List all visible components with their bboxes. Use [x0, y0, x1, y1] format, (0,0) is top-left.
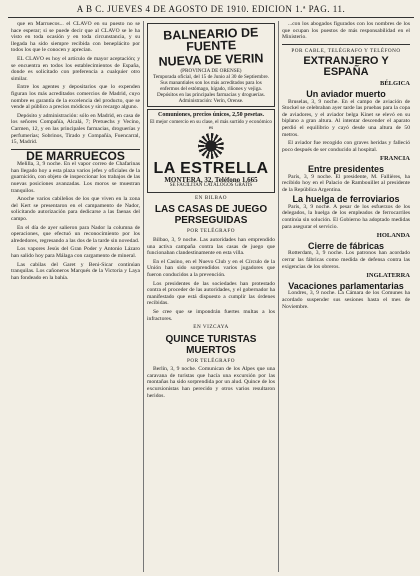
section-title-extranjero: EXTRANJERO Y ESPAÑA: [303, 55, 389, 79]
ad2-name: LA ESTRELLA: [153, 159, 269, 177]
article-headline: Un aviador muerto: [306, 88, 386, 99]
col3-paragraph: Bruselas, 3, 9 noche. En el campo de aviación de Stockel se celebraban ayer tarde las pruebas para la copa de aviadores, y el aviador belga Kinet se elevó en su biplano a gran altura. Al intentar descender el aparato perdió el equilibrio y cayó desde una altura de 50 metros.: [282, 98, 410, 138]
ad2-address: MONTERA, 32. Teléfono 1.665: [164, 175, 258, 184]
col1-paragraph: Entre los agentes y depositarios que lo expenden figuran los más acreditados comercios de Madrid, cuyo nombre es garantía de la excelencia del producto, que se vende al público a precios módicos y sin recargo alguno.: [11, 84, 140, 111]
col3-paragraph: ...con los abogados figurados con los nombres de los que ocupan los puestos de más responsabilidad en el Ministerio.: [282, 21, 410, 41]
byline: POR TELÉGRAFO: [186, 357, 236, 364]
col3-paragraph: Rotterdam, 3, 9 noche. Los patronos han acordado cerrar las fábricas como medida de defensa contra las exigencias de los obreros.: [282, 250, 410, 270]
article-headline: Cierre de fábricas: [307, 240, 385, 251]
col1-paragraph: Las cabilas del Garet y Beni-Sicar continúan tranquilas. Los cañoneros Marqués de la Victoria y Laya han fondeado en la bahía.: [11, 261, 140, 281]
article-headline: La huelga de ferroviarios: [292, 194, 400, 205]
col1-paragraph: Anoche varios cabileños de los que viven en la zona del Kert se presentaron en el campamento de Nador, solicitando autorización para dedicarse a las faenas del campo.: [11, 196, 140, 223]
la-estrella-ad: [147, 109, 275, 193]
ad2-footer: SE FACILITAN CATÁLOGOS GRATIS: [169, 183, 253, 189]
page-header: A B C. JUEVES 4 DE AGOSTO DE 1910. EDICION 1.ª PAG. 11.: [8, 4, 414, 18]
col1-paragraph: En el día de ayer salieron para Nador la columna de operaciones, que efectuó un reconocimiento por los alrededores, regresando a las dos de la tarde sin novedad.: [11, 224, 140, 244]
section-title-marruecos: DE MARRUECOS: [26, 148, 125, 163]
column-2: [143, 21, 278, 572]
byline: POR CABLE, TELÉGRAFO Y TELÉFONO: [291, 47, 401, 54]
col1-paragraph: que en Marruecos... el CLAVO en su puesto no se hace esperar; si se puede decir que al CLAVO se le ha visto en toda ocasión y en toda circunstancia, y su llegada ha sido siempre recibida con beneplácito por todos los que le conocen y aprecian.: [11, 21, 140, 54]
ad-line: Temporada oficial, del 15 de Junio al 30 de Septiembre.: [153, 74, 269, 80]
article-headline: Entre presidentes: [307, 163, 385, 174]
country-label: HOLANDA: [376, 232, 410, 240]
col1-paragraph: Melilla, 3, 9 noche. En el vapor correo de Chafarinas han llegado hoy a esta plaza varios jefes y oficiales de la guarnición, con objeto de inspeccionar los trabajos de las nuevas posiciones avanzadas. Los moros se muestran tranquilos.: [11, 161, 140, 194]
col1-paragraph: Los vapores Jesús del Gran Poder y Antonio Lázaro han salido hoy para Málaga con cargamento de mineral.: [11, 246, 140, 259]
col2-paragraph: Bilbao, 3, 9 noche. Las autoridades han emprendido una activa campaña contra las casas de juego que funcionaban clandestinamente en esta villa.: [147, 236, 275, 257]
star-emblem-icon: [198, 133, 224, 159]
col3-paragraph: Londres, 3, 9 noche. La Cámara de los Comunes ha acordado suspender sus sesiones hasta el mes de Noviembre.: [282, 290, 410, 310]
columns: [8, 21, 414, 572]
article-headline: Vacaciones parlamentarias: [288, 280, 404, 291]
headline-quince-turistas: QUINCE TURISTAS MUERTOS: [165, 333, 257, 356]
col1-paragraph: EL CLAVO es hoy el artículo de mayor aceptación; y se encuentra en todos los establecimientos de España, donde es solicitado con preferencia a cualquier otro similar.: [11, 55, 140, 82]
column-1: [8, 21, 143, 572]
country-label: INGLATERRA: [366, 272, 410, 280]
col2-paragraph: Se cree que se impondrán fuertes multas a los infractores.: [147, 308, 275, 322]
balneario-ad: [147, 23, 275, 107]
ad-title-line-2: NUEVA DE VERIN: [158, 51, 264, 69]
column-3: [278, 21, 413, 572]
byline: POR TELÉGRAFO: [186, 228, 236, 235]
divider: [282, 44, 410, 45]
section-location: EN BILBAO: [194, 194, 228, 201]
headline-casas-juego: LAS CASAS DE JUEGO PERSEGUIDAS: [154, 204, 268, 227]
country-label: BÉLGICA: [380, 80, 410, 88]
col3-paragraph: El aviador fue recogido con graves heridas y falleció poco después de ser conducido al hospital.: [282, 140, 410, 153]
col3-paragraph: París, 3, 9 noche. A pesar de los esfuerzos de los delegados, la huelga de los empleados de ferrocarriles continúa sin solución. El Gobierno ha adoptado medidas para asegurar el servicio.: [282, 203, 410, 230]
col2-paragraph: Berlín, 3, 9 noche. Comunican de los Alpes que una caravana de turistas que hacía una excursión por las montañas ha sido sorprendida por un alud. Quince de los excursionistas han perecido y otros varios resultaron heridos.: [147, 366, 275, 399]
country-label: FRANCIA: [380, 155, 410, 163]
col3-paragraph: París, 3, 9 noche. El presidente, M. Fallières, ha recibido hoy en el Palacio de Rambouillet al presidente de la República Argentina.: [282, 173, 410, 193]
ad-line: Sus manantiales son los más acreditados para los enfermos del estómago, hígado, riñones y vejiga. Depósitos en las principales farmacias y droguerías. Administración: Verín, Orense.: [157, 80, 265, 104]
section-location: EN VIZCAYA: [193, 324, 229, 331]
ad-line: (PROVINCIA DE ORENSE): [180, 68, 242, 74]
col2-paragraph: Los presidentes de las sociedades han protestado contra el proceder de las autoridades, y el gobernador ha manifestado que está dispuesto a cumplir las órdenes recibidas.: [147, 280, 275, 307]
ad-title-line-1: BALNEARIO DE FUENTE: [162, 25, 259, 54]
ad2-top-line: Comuniones, precios únicos, 2,50 pesetas.: [158, 112, 264, 118]
ad2-mid-line: El mejor comercio en su clase, el más surtido y económico es: [150, 118, 273, 131]
col1-paragraph: Depósito y administración: sólo en Madrid, en casa de los señores Compañía, Alcalá, 7; Pretuechs y Vecino, Carmen, 12, y en las principales farmacias, droguerías y perfumerías; Sobrinos, Tirado y Compañía, Fuencarral, 15, Madrid.: [11, 112, 140, 146]
col2-paragraph: En el Casino, en el Nuevo Club y en el Círculo de la Unión han sido sorprendidos varios jugadores que fueron conducidos a la prevención.: [147, 258, 275, 278]
